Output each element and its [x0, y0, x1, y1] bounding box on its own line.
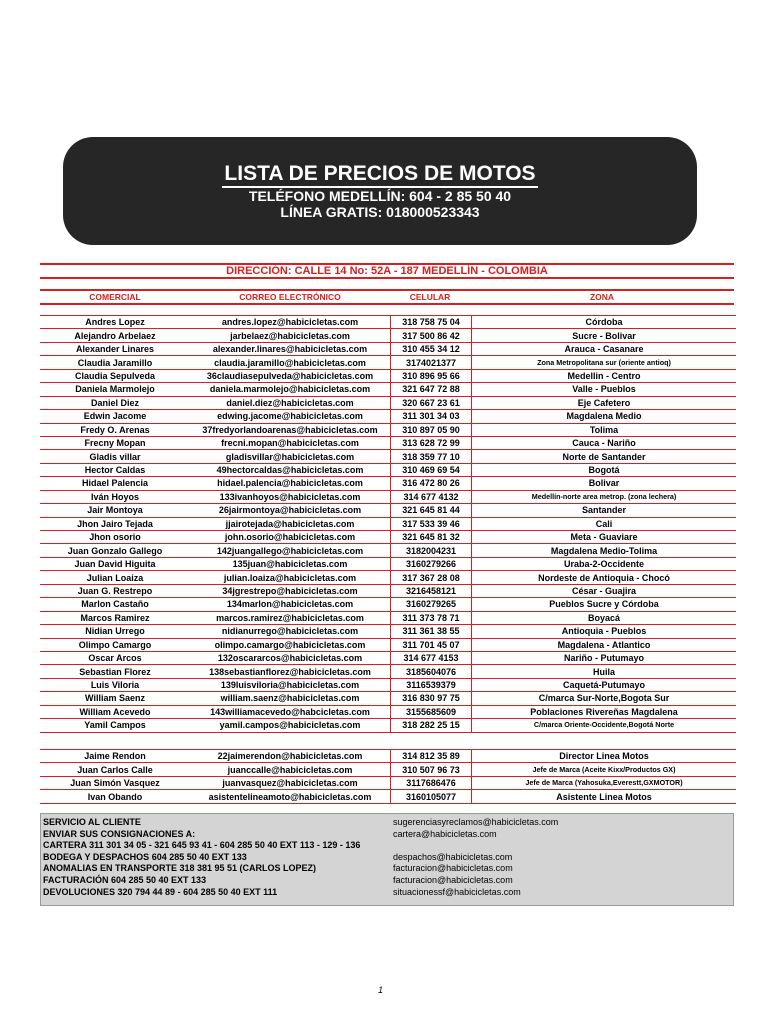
contact-phone: 311 373 78 71 [391, 611, 472, 624]
table-row [40, 423, 736, 436]
contact-zone: Sucre - Bolivar [472, 329, 737, 342]
contact-email[interactable]: marcos.ramirez@habicicletas.com [190, 611, 391, 624]
contact-phone: 3117686476 [391, 776, 472, 789]
contact-phone: 317 367 28 08 [391, 571, 472, 584]
contact-name: Daniela Marmolejo [40, 383, 190, 396]
header-celular: CELULAR [409, 292, 451, 302]
contact-phone: 316 830 97 75 [391, 692, 472, 705]
service-email[interactable]: situacionessf@habicicletas.com [393, 886, 521, 897]
contact-phone: 321 647 72 88 [391, 383, 472, 396]
contact-name: Claudia Jaramillo [40, 356, 190, 369]
contact-zone: Boyacá [472, 611, 737, 624]
contact-name: Ivan Obando [40, 790, 190, 803]
table-row [40, 651, 736, 664]
contact-email[interactable]: daniela.marmolejo@habicicletas.com [190, 383, 391, 396]
contact-email[interactable]: 22jaimerendon@habicicletas.com [190, 750, 391, 763]
contact-zone: C/marca Sur-Norte,Bogota Sur [472, 692, 737, 705]
service-line: BODEGA Y DESPACHOS 604 285 50 40 EXT 133 [43, 851, 247, 862]
contact-phone: 311 701 45 07 [391, 638, 472, 651]
service-email[interactable]: despachos@habicicletas.com [393, 851, 513, 862]
contact-name: Fredy O. Arenas [40, 423, 190, 436]
contact-email[interactable]: claudia.jaramillo@habicicletas.com [190, 356, 391, 369]
contact-email[interactable]: 49hectorcaldas@habicicletas.com [190, 463, 391, 476]
contact-name: Gladis villar [40, 450, 190, 463]
contact-zone: Valle - Pueblos [472, 383, 737, 396]
contact-email[interactable]: juanccalle@habicicletas.com [190, 763, 391, 776]
contact-email[interactable]: 142juangallego@habicicletas.com [190, 544, 391, 557]
contact-phone: 318 758 75 04 [391, 316, 472, 329]
table-row [40, 490, 736, 503]
table-row [40, 436, 736, 449]
contact-phone: 320 667 23 61 [391, 396, 472, 409]
contact-zone: Magdalena Medio-Tolima [472, 544, 737, 557]
contact-zone: Poblaciones Rivereñas Magdalena [472, 705, 737, 718]
contact-zone: Medellin - Centro [472, 369, 737, 382]
contact-phone: 314 812 35 89 [391, 750, 472, 763]
contact-email[interactable]: 132oscararcos@habicicletas.com [190, 651, 391, 664]
contact-zone: Zona Metropolitana sur (oriente antioq) [472, 356, 737, 369]
contact-phone: 310 455 34 12 [391, 342, 472, 355]
contact-phone: 321 645 81 44 [391, 504, 472, 517]
contact-email[interactable]: gladisvillar@habicicletas.com [190, 450, 391, 463]
table-row [40, 329, 736, 342]
contact-email[interactable]: juanvasquez@habicicletas.com [190, 776, 391, 789]
table-row [40, 790, 736, 803]
table-row [40, 611, 736, 624]
contact-phone: 311 301 34 03 [391, 410, 472, 423]
contact-phone: 311 361 38 55 [391, 625, 472, 638]
contact-email[interactable]: 26jairmontoya@habicicletas.com [190, 504, 391, 517]
sales-reps-table [40, 315, 736, 733]
contact-phone: 310 896 95 66 [391, 369, 472, 382]
service-email[interactable]: cartera@habicicletas.com [393, 828, 497, 839]
contact-email[interactable]: edwing.jacome@habicicletas.com [190, 410, 391, 423]
contact-phone: 3160279266 [391, 557, 472, 570]
contact-email[interactable]: 36claudiasepulveda@habicicletas.com [190, 369, 391, 382]
customer-service-box [40, 813, 734, 906]
table-row [40, 356, 736, 369]
contact-phone: 3160279265 [391, 598, 472, 611]
contact-name: Jhon osorio [40, 531, 190, 544]
contact-name: Iván Hoyos [40, 490, 190, 503]
contact-zone: Cali [472, 517, 737, 530]
contact-zone: Nariño - Putumayo [472, 651, 737, 664]
contact-email[interactable]: hidael.palencia@habicicletas.com [190, 477, 391, 490]
contact-email[interactable]: andres.lopez@habicicletas.com [190, 316, 391, 329]
contact-name: Julian Loaiza [40, 571, 190, 584]
contact-zone: Jefe de Marca (Aceite Kixx/Productos GX) [472, 763, 737, 776]
contact-email[interactable]: 37fredyorlandoarenas@habicicletas.com [190, 423, 391, 436]
service-line: ANOMALIAS EN TRANSPORTE 318 381 95 51 (CARLOS LOPEZ) [43, 863, 317, 874]
contact-name: Frecny Mopan [40, 436, 190, 449]
contact-zone: Pueblos Sucre y Córdoba [472, 598, 737, 611]
table-row [40, 584, 736, 597]
contact-zone: Meta - Guaviare [472, 531, 737, 544]
contact-zone: Uraba-2-Occidente [472, 557, 737, 570]
contact-phone: 314 677 4153 [391, 651, 472, 664]
contact-phone: 313 628 72 99 [391, 436, 472, 449]
title-banner [63, 137, 697, 245]
contact-zone: Jefe de Marca (Yahosuka,Everestt,GXMOTOR) [472, 776, 737, 789]
table-row [40, 531, 736, 544]
page-number: 1 [378, 985, 384, 995]
table-row [40, 410, 736, 423]
table-row [40, 776, 736, 789]
contact-phone: 316 472 80 26 [391, 477, 472, 490]
contact-zone: Bogotá [472, 463, 737, 476]
contact-email[interactable]: 143williamacevedo@habcicletas.com [190, 705, 391, 718]
service-line: SERVICIO AL CLIENTE [43, 817, 141, 827]
table-row [40, 342, 736, 355]
contact-phone: 314 677 4132 [391, 490, 472, 503]
contact-email[interactable]: nidianurrego@habicicletas.com [190, 625, 391, 638]
contact-zone: Córdoba [472, 316, 737, 329]
table-row [40, 544, 736, 557]
contact-email[interactable]: 134marlon@habicicletas.com [190, 598, 391, 611]
table-row [40, 383, 736, 396]
contact-phone: 3182004231 [391, 544, 472, 557]
contact-name: William Saenz [40, 692, 190, 705]
address-bar: DIRECCIÓN: CALLE 14 No: 52A - 187 MEDELLÍN - COLOMBIA [40, 263, 734, 279]
contact-name: Jaime Rendon [40, 750, 190, 763]
table-row [40, 571, 736, 584]
contact-name: Yamil Campos [40, 719, 190, 732]
contact-phone: 318 282 25 15 [391, 719, 472, 732]
service-email[interactable]: sugerenciasyreclamos@habicicletas.com [393, 817, 559, 827]
contact-name: Edwin Jacome [40, 410, 190, 423]
document-title: LISTA DE PRECIOS DE MOTOS [222, 162, 537, 188]
table-row [40, 369, 736, 382]
contact-zone: Antioquia - Pueblos [472, 625, 737, 638]
service-contacts [43, 817, 393, 898]
service-email[interactable]: facturacion@habicicletas.com [393, 874, 513, 885]
contact-email[interactable]: 135juan@habicicletas.com [190, 557, 391, 570]
contact-name: Juan Simón Vasquez [40, 776, 190, 789]
contact-name: Marlon Castaño [40, 598, 190, 611]
contact-name: Hidael Palencia [40, 477, 190, 490]
contact-zone: Norte de Santander [472, 450, 737, 463]
table-row [40, 625, 736, 638]
contact-phone: 310 469 69 54 [391, 463, 472, 476]
contact-phone: 3155685609 [391, 705, 472, 718]
contact-zone: Santander [472, 504, 737, 517]
contact-zone: Asistente Linea Motos [472, 790, 737, 803]
contact-name: Jair Montoya [40, 504, 190, 517]
table-row [40, 763, 736, 776]
header-comercial: COMERCIAL [89, 292, 141, 302]
contact-name: Andres Lopez [40, 316, 190, 329]
table-row [40, 750, 736, 763]
contact-zone: Director Linea Motos [472, 750, 737, 763]
table-header [40, 289, 734, 305]
table-row [40, 557, 736, 570]
contact-name: Claudia Sepulveda [40, 369, 190, 382]
service-line: ENVIAR SUS CONSIGNACIONES A: [43, 828, 196, 839]
contact-phone: 3116539379 [391, 678, 472, 691]
contact-email[interactable]: asistentelineamoto@habicicletas.com [190, 790, 391, 803]
contact-email[interactable]: jjairotejada@habicicletas.com [190, 517, 391, 530]
contact-email[interactable]: 133ivanhoyos@habicicletas.com [190, 490, 391, 503]
contact-name: Alexander Linares [40, 342, 190, 355]
contact-email[interactable]: daniel.diez@habicicletas.com [190, 396, 391, 409]
table-row [40, 692, 736, 705]
contact-phone: 3174021377 [391, 356, 472, 369]
contact-name: Juan Carlos Calle [40, 763, 190, 776]
service-emails [393, 817, 723, 898]
contact-phone: 3216458121 [391, 584, 472, 597]
contact-email[interactable]: frecni.mopan@habicicletas.com [190, 436, 391, 449]
contact-zone: Tolima [472, 423, 737, 436]
managers-table [40, 749, 736, 804]
contact-zone: Bolivar [472, 477, 737, 490]
contact-email[interactable]: 138sebastianflorez@habicicletas.com [190, 665, 391, 678]
table-row [40, 463, 736, 476]
table-row [40, 450, 736, 463]
contact-email[interactable]: jarbelaez@habicicletas.com [190, 329, 391, 342]
free-line: LÍNEA GRATIS: 018000523343 [280, 204, 480, 220]
table-row [40, 638, 736, 651]
contact-zone: César - Guajira [472, 584, 737, 597]
contact-zone: Huila [472, 665, 737, 678]
service-email[interactable]: facturacion@habicicletas.com [393, 863, 513, 874]
contact-name: Sebastian Florez [40, 665, 190, 678]
contact-zone: Magdalena - Atlantico [472, 638, 737, 651]
contact-name: Nidian Urrego [40, 625, 190, 638]
table-row [40, 719, 736, 732]
phone-line: TELÉFONO MEDELLÍN: 604 - 2 85 50 40 [248, 188, 512, 204]
table-row [40, 396, 736, 409]
contact-phone: 310 507 96 73 [391, 763, 472, 776]
table-row [40, 517, 736, 530]
contact-zone: Cauca - Nariño [472, 436, 737, 449]
contact-name: Marcos Ramirez [40, 611, 190, 624]
contact-phone: 321 645 81 32 [391, 531, 472, 544]
contact-name: William Acevedo [40, 705, 190, 718]
contact-email[interactable]: william.saenz@habicicletas.com [190, 692, 391, 705]
service-line: CARTERA 311 301 34 05 - 321 645 93 41 - 604 285 50 40 EXT 113 - 129 - 136 [43, 840, 361, 851]
contact-name: Juan Gonzalo Gallego [40, 544, 190, 557]
contact-name: Luis Viloria [40, 678, 190, 691]
contact-zone: Arauca - Casanare [472, 342, 737, 355]
contact-email[interactable]: yamil.campos@habicicletas.com [190, 719, 391, 732]
contact-name: Olimpo Camargo [40, 638, 190, 651]
contact-email[interactable]: 34jgrestrepo@habicicletas.com [190, 584, 391, 597]
contact-phone: 310 897 05 90 [391, 423, 472, 436]
contact-email[interactable]: olimpo.camargo@habicicletas.com [190, 638, 391, 651]
header-zona: ZONA [589, 292, 615, 302]
contact-zone: C/marca Oriente-Occidente,Bogotá Norte [472, 719, 737, 732]
contact-phone: 318 359 77 10 [391, 450, 472, 463]
contact-name: Hector Caldas [40, 463, 190, 476]
service-line: FACTURACIÓN 604 285 50 40 EXT 133 [43, 874, 207, 885]
contact-phone: 3160105077 [391, 790, 472, 803]
contact-name: Oscar Arcos [40, 651, 190, 664]
table-row [40, 504, 736, 517]
contact-name: Jhon Jairo Tejada [40, 517, 190, 530]
contact-email[interactable]: 139luisviloria@habicicletas.com [190, 678, 391, 691]
table-row [40, 316, 736, 329]
contact-zone: Medellín-norte area metrop. (zona lechera) [472, 490, 737, 503]
table-row [40, 477, 736, 490]
contact-zone: Magdalena Medio [472, 410, 737, 423]
contact-email[interactable]: alexander.linares@habicicletas.com [190, 342, 391, 355]
contact-email[interactable]: john.osorio@habicicletas.com [190, 531, 391, 544]
contact-name: Juan David Higuita [40, 557, 190, 570]
contact-zone: Eje Cafetero [472, 396, 737, 409]
contact-name: Alejandro Arbelaez [40, 329, 190, 342]
table-row [40, 678, 736, 691]
contact-phone: 3185604076 [391, 665, 472, 678]
table-row [40, 665, 736, 678]
table-row [40, 598, 736, 611]
contact-name: Juan G. Restrepo [40, 584, 190, 597]
contact-name: Daniel Diez [40, 396, 190, 409]
contact-zone: Caquetá-Putumayo [472, 678, 737, 691]
service-email[interactable] [393, 840, 723, 852]
header-correo: CORREO ELECTRÓNICO [239, 292, 341, 302]
table-row [40, 705, 736, 718]
contact-email[interactable]: julian.loaiza@habicicletas.com [190, 571, 391, 584]
contact-zone: Nordeste de Antioquia - Chocó [472, 571, 737, 584]
contact-phone: 317 533 39 46 [391, 517, 472, 530]
contact-phone: 317 500 86 42 [391, 329, 472, 342]
service-line: DEVOLUCIONES 320 794 44 89 - 604 285 50 40 EXT 111 [43, 886, 278, 897]
